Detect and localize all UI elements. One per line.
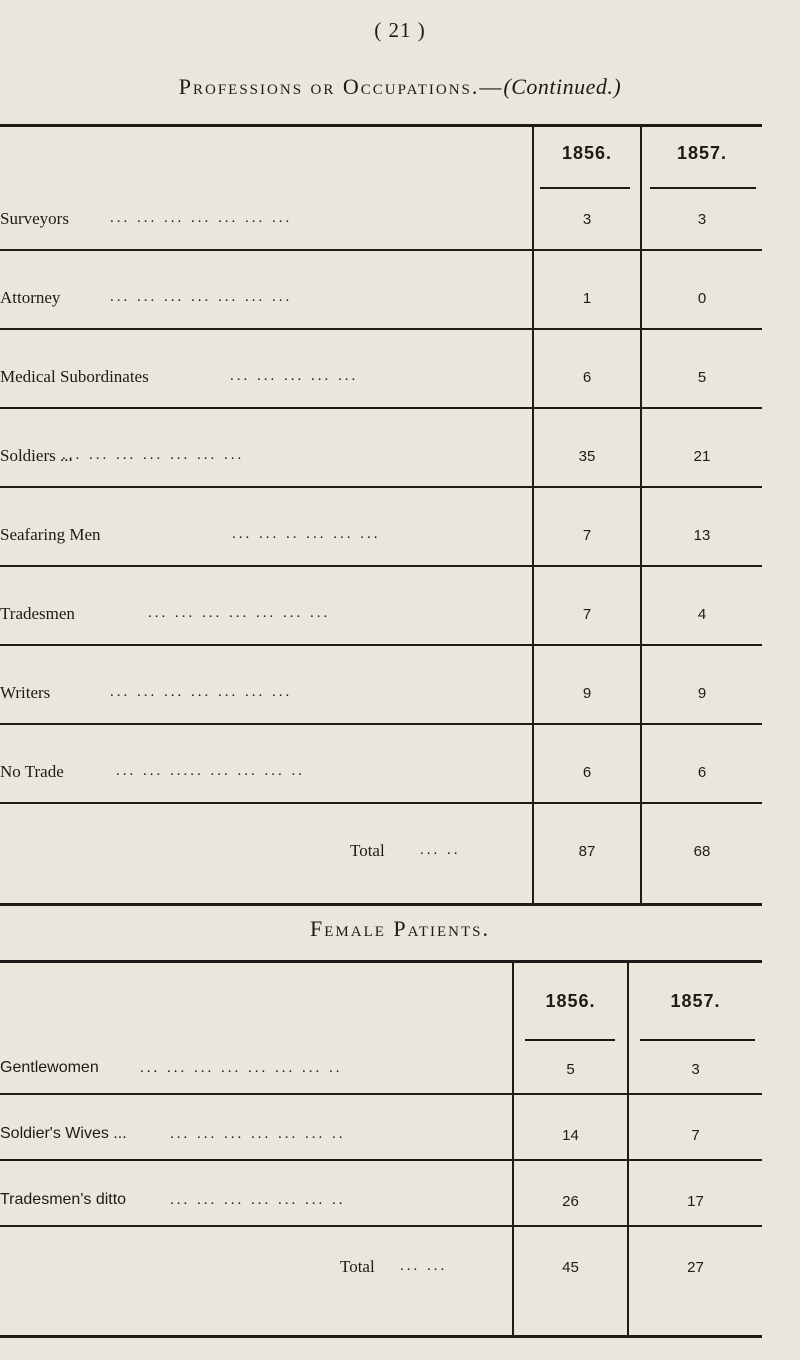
row-label: Tradesmen's ditto	[0, 1191, 127, 1208]
value-1857: 3	[697, 211, 707, 228]
row-label: Tradesmen	[0, 604, 75, 623]
row-rule	[0, 565, 762, 567]
column-divider	[532, 127, 534, 903]
value-1857: 4	[697, 606, 707, 623]
row-rule	[0, 1225, 762, 1227]
value-1856: 9	[582, 685, 592, 702]
leader-dots: ... ... ... ... ... ... ...	[110, 289, 293, 305]
value-1857: 17	[687, 1193, 704, 1210]
value-1856: 7	[582, 527, 592, 544]
column-divider	[627, 963, 629, 1335]
leader-dots: ... ... ... ... ... ... ...	[110, 210, 293, 226]
value-1857: 6	[697, 764, 707, 781]
row-rule	[0, 802, 762, 804]
row-label: Surveyors	[0, 209, 69, 228]
leader-dots: ... ... ... ... ... ... ...	[148, 605, 331, 621]
row-label: Medical Subordinates	[0, 367, 149, 386]
header-rule	[525, 1039, 615, 1041]
value-1856: 7	[582, 606, 592, 623]
row-label: Gentlewomen	[0, 1059, 99, 1076]
value-1856: 35	[578, 448, 596, 465]
year-header-1856: 1856.	[545, 991, 596, 1011]
row-rule	[0, 407, 762, 409]
section-continued: (Continued.)	[503, 74, 622, 99]
row-rule	[0, 249, 762, 251]
value-1856: 5	[566, 1061, 575, 1078]
leader-dots: ... ... ... ... ... ... ... ..	[140, 1060, 343, 1076]
leader-dots: ... ... ... ... ... ... ..	[170, 1126, 346, 1142]
leader-dots: ... ... ..... ... ... ... ..	[116, 763, 305, 779]
leader-dots: ... ... ... ... ... ... ...	[62, 447, 245, 463]
value-1857: 3	[691, 1061, 700, 1078]
row-label: Attorney	[0, 288, 61, 307]
value-1856: 14	[562, 1127, 579, 1144]
row-label: Soldiers ...	[0, 446, 73, 465]
value-1856: 1	[582, 290, 592, 307]
header-rule	[640, 1039, 755, 1041]
row-label: Soldier's Wives ...	[0, 1125, 127, 1142]
value-1856: 26	[562, 1193, 579, 1210]
total-1856: 45	[562, 1259, 579, 1276]
value-1857: 21	[693, 448, 711, 465]
row-rule	[0, 328, 762, 330]
value-1856: 6	[582, 369, 592, 386]
column-divider	[640, 127, 642, 903]
row-label: Writers	[0, 683, 51, 702]
female-section-heading: Female Patients.	[310, 916, 490, 941]
year-header-1857: 1857.	[676, 143, 728, 163]
leader-dots: ... ... ... ... ...	[230, 368, 359, 384]
total-label: Total	[340, 1257, 375, 1276]
value-1856: 6	[582, 764, 592, 781]
row-rule	[0, 486, 762, 488]
row-rule	[0, 1093, 762, 1095]
value-1857: 0	[697, 290, 707, 307]
header-rule	[650, 187, 756, 189]
page-number: ( 21 )	[374, 18, 426, 42]
leader-dots: ... ..	[420, 842, 461, 858]
header-rule	[540, 187, 630, 189]
section-heading	[0, 74, 800, 100]
value-1857: 5	[697, 369, 707, 386]
total-1856: 87	[578, 843, 596, 860]
row-rule	[0, 1159, 762, 1161]
professions-table	[0, 124, 762, 906]
value-1856: 3	[582, 211, 592, 228]
row-rule	[0, 723, 762, 725]
leader-dots: ... ... ... ... ... ... ...	[110, 684, 293, 700]
section-title: Professions or Occupations.—	[178, 74, 504, 99]
leader-dots: ... ... .. ... ... ...	[232, 526, 381, 542]
leader-dots: ... ...	[400, 1258, 448, 1274]
row-label: No Trade	[0, 762, 64, 781]
year-header-1857: 1857.	[670, 991, 721, 1011]
female-patients-table	[0, 960, 762, 1338]
year-header-1856: 1856.	[561, 143, 613, 163]
total-1857: 68	[693, 843, 711, 860]
total-1857: 27	[687, 1259, 704, 1276]
value-1857: 9	[697, 685, 707, 702]
value-1857: 7	[691, 1127, 700, 1144]
leader-dots: ... ... ... ... ... ... ..	[170, 1192, 346, 1208]
row-label: Seafaring Men	[0, 525, 101, 544]
row-rule	[0, 644, 762, 646]
total-label: Total	[350, 841, 385, 860]
value-1857: 13	[693, 527, 711, 544]
column-divider	[512, 963, 514, 1335]
